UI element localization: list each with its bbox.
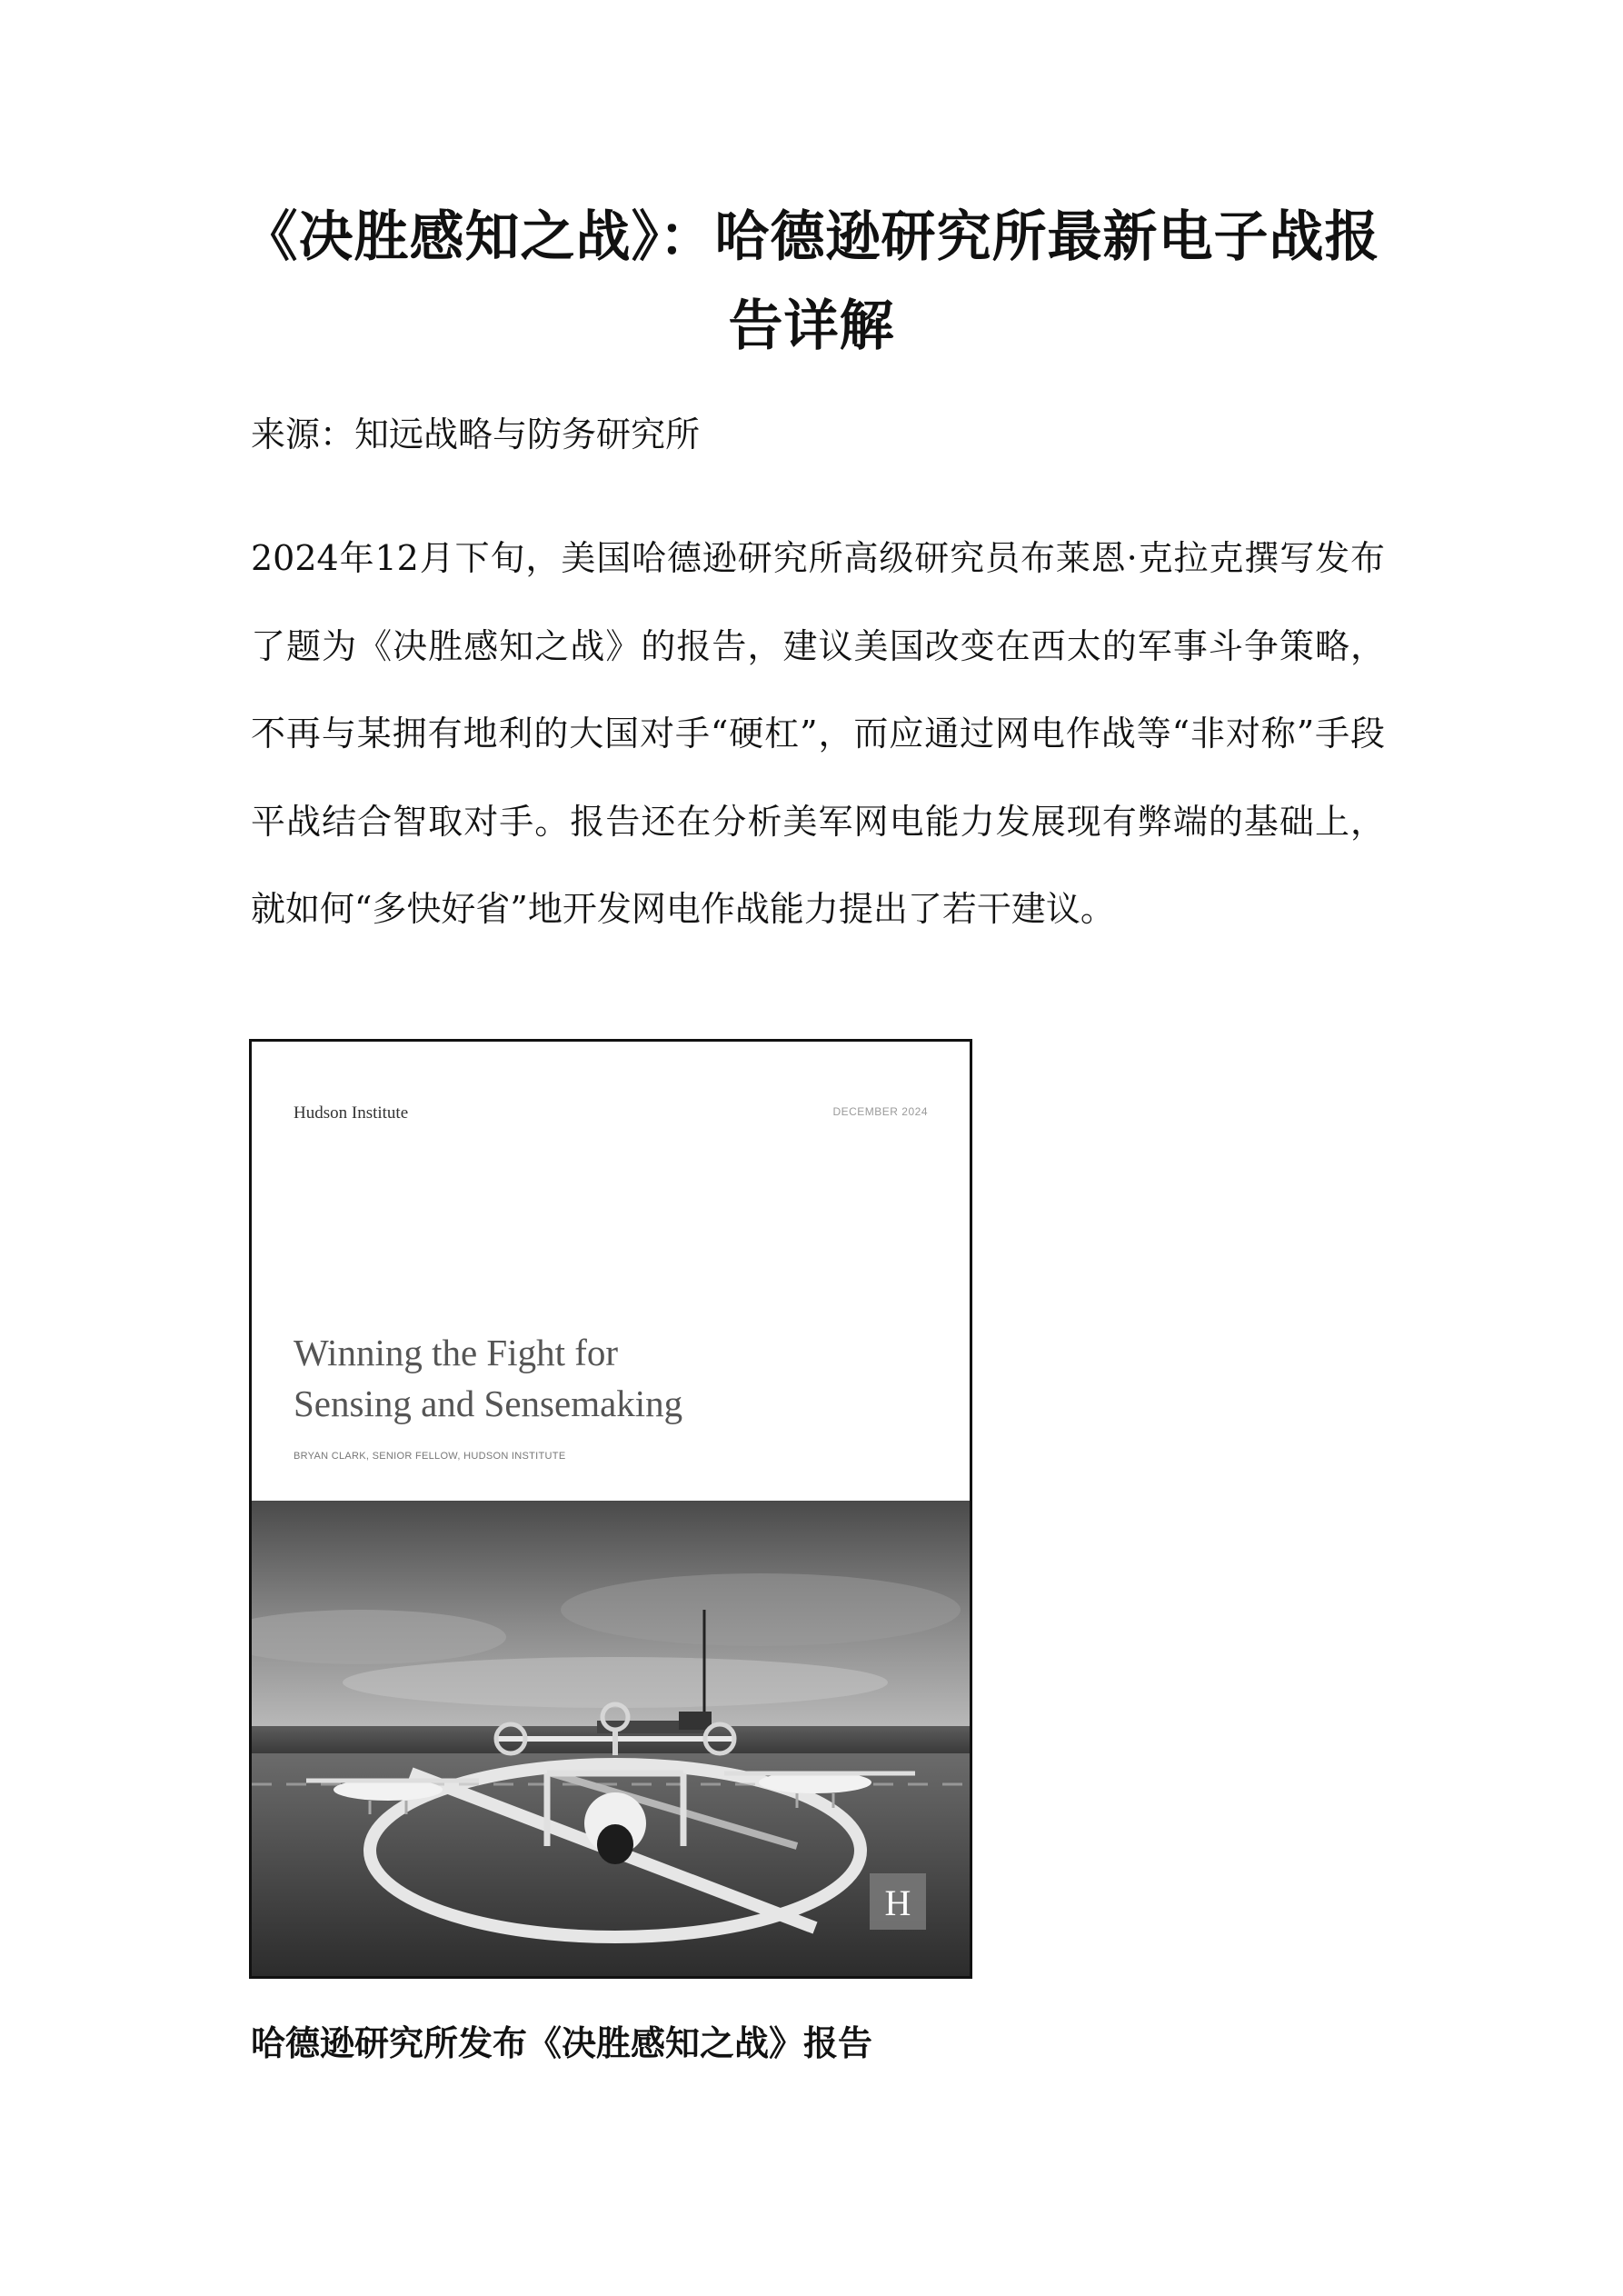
cover-title: Winning the Fight for Sensing and Sensemaking bbox=[294, 1332, 683, 1424]
article-paragraph: 2024年12月下旬，美国哈德逊研究所高级研究员布莱恩·克拉克撰写发布了题为《决胜感知之战》的报告，建议美国改变在西太的军事斗争策略，不再与某拥有地利的大国对手“硬杠”，而应通过网电作战等“非对称”手段平战结合智取对手。报告还在分析美军网电能力发展现有弊端的基础上，就如何“多快好省”地开发网电作战能力提出了若干建议。 bbox=[251, 538, 1385, 929]
cover-date: DECEMBER 2024 bbox=[832, 1105, 928, 1118]
figure-caption: 哈德逊研究所发布《决胜感知之战》报告 bbox=[251, 2023, 873, 2063]
article-title: 《决胜感知之战》：哈德逊研究所最新电子战报告详解 bbox=[243, 205, 1380, 358]
hudson-logo-letter: H bbox=[884, 1882, 911, 1923]
cover-header bbox=[252, 1042, 970, 1501]
cover-author: BRYAN CLARK, SENIOR FELLOW, HUDSON INSTITUTE bbox=[294, 1451, 566, 1462]
cover-photo-drones-on-deck bbox=[252, 1501, 970, 1976]
article-source: 来源：知远战略与防务研究所 bbox=[251, 414, 701, 454]
cover-brand: Hudson Institute bbox=[294, 1103, 409, 1123]
report-cover-image bbox=[249, 1039, 972, 1979]
